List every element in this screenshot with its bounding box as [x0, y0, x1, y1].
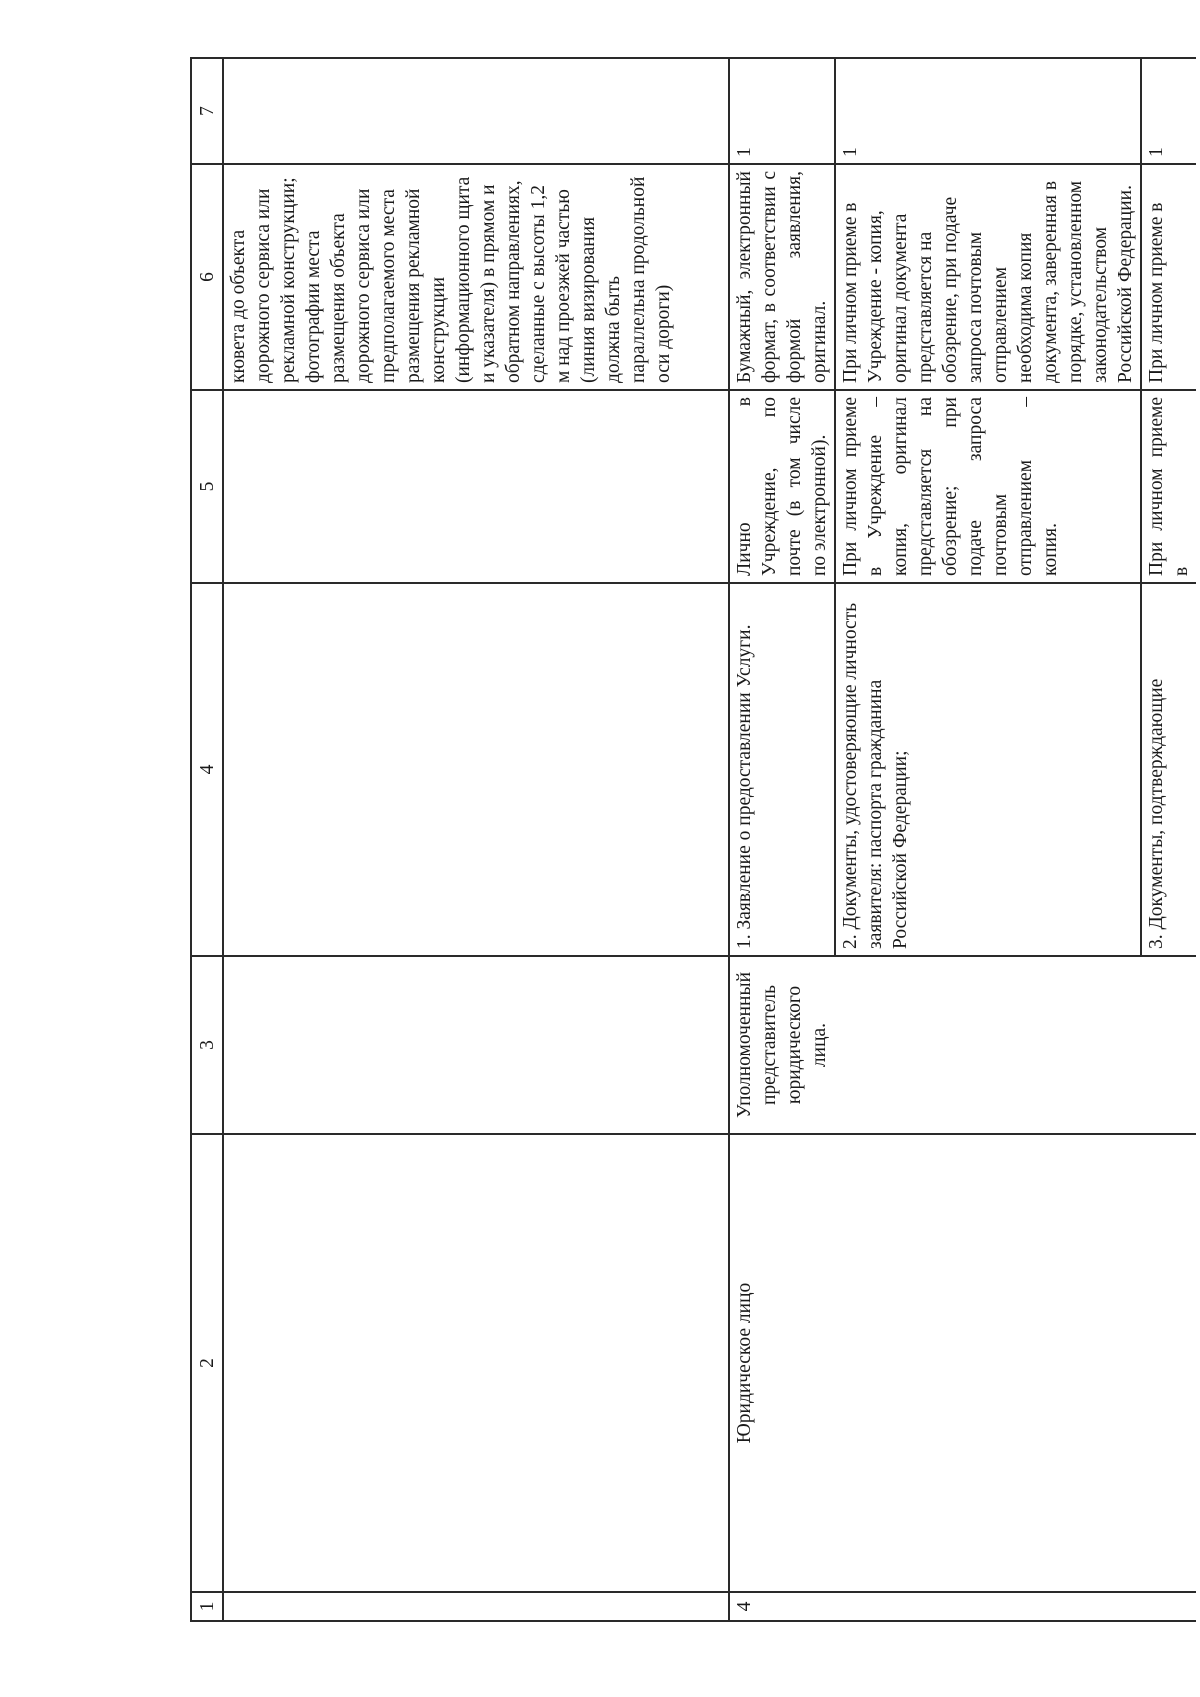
column-number-1: 1	[191, 1592, 223, 1621]
cell-empty	[223, 956, 729, 1134]
submission-method: При личном приеме в	[1141, 390, 1196, 583]
column-number-7: 7	[191, 58, 223, 164]
document-name: 2. Документы, удостоверяющие личность заявителя: паспорта гражданина Российской Федерации;	[835, 583, 1141, 956]
column-number-6: 6	[191, 164, 223, 390]
cell-empty	[223, 1592, 729, 1621]
document-form: При личном приеме в Учреждение - копия, оригинал документа представляется на обозрение, при подаче запроса почтовым отправлением необходима копия документа, заверенная в порядке, установленном законодательством Российской Федерации.	[835, 164, 1141, 390]
document-count: 1	[729, 58, 835, 164]
cell-empty	[223, 583, 729, 956]
rotated-table-container	[190, 59, 1192, 1622]
document-name: 1. Заявление о предоставлении Услуги.	[729, 583, 835, 956]
cell-empty	[223, 390, 729, 583]
document-count: 1	[835, 58, 1141, 164]
document-count: 1	[1141, 58, 1196, 164]
column-numbers-row	[191, 58, 223, 1621]
submission-method: Лично в Учреждение, по почте (в том числе по электронной).	[729, 390, 835, 583]
column-number-5: 5	[191, 390, 223, 583]
column-number-4: 4	[191, 583, 223, 956]
cell-form-continuation: кювета до объекта дорожного сервиса или рекламной конструкции; фотографии места размещения объекта дорожного сервиса или предполагаемого места размещения рекламной конструкции (информационного щита и указателя) в прямом и обратном направлениях, сделанные с высоты 1,2 м над проезжей частью (линия визирования должна быть параллельна продольной оси дороги)	[223, 164, 729, 390]
document-form: Бумажный, электронный формат, в соответствии с формой заявления, оригинал.	[729, 164, 835, 390]
document-name: 3. Документы, подтверждающие	[1141, 583, 1196, 956]
document-table	[190, 57, 1196, 1622]
cell-empty	[223, 1134, 729, 1592]
submission-method: При личном приеме в Учреждение – копия, оригинал представляется на обозрение; при подаче запроса почтовым отправлением – копия.	[835, 390, 1141, 583]
column-number-3: 3	[191, 956, 223, 1134]
representative: Уполномоченный представитель юридического лица.	[729, 956, 1196, 1134]
table-row	[729, 58, 835, 1621]
document-form: При личном приеме в	[1141, 164, 1196, 390]
applicant-category: Юридическое лицо	[729, 1134, 1196, 1592]
column-number-2: 2	[191, 1134, 223, 1592]
row-number: 4	[729, 1592, 1196, 1621]
cell-empty	[223, 58, 729, 164]
table-row-continuation	[223, 58, 729, 1621]
